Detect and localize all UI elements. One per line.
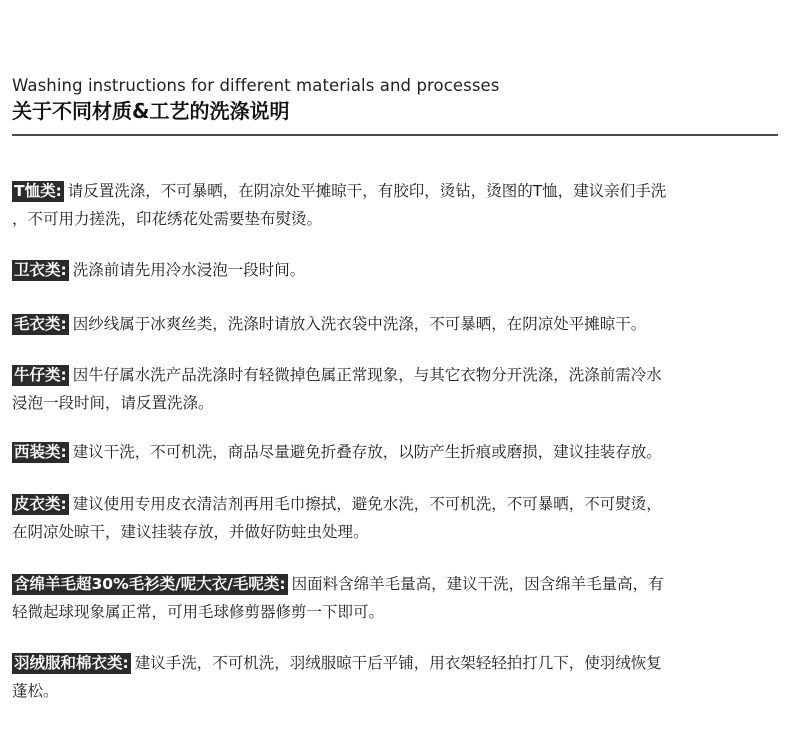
section-line-2: 在阴凉处晾干，建议挂装存放，并做好防蛀虫处理。 <box>12 523 369 541</box>
section-denim <box>12 361 782 417</box>
section-text: 建议手洗，不可机洗，羽绒服晾干后平铺，用衣架轻轻拍打几下，使羽绒恢复 <box>134 654 662 672</box>
title-zh: 关于不同材质&工艺的洗涤说明 <box>12 99 290 123</box>
header-divider <box>12 134 778 136</box>
section-text: 因面料含绵羊毛量高，建议干洗，因含绵羊毛量高，有 <box>291 575 664 593</box>
section-text: 建议干洗，不可机洗，商品尽量避免折叠存放，以防产生折痕或磨损，建议挂装存放。 <box>72 443 662 461</box>
section-wool <box>12 570 782 626</box>
title-en: Washing instructions for different materials and processes <box>12 76 500 95</box>
section-text: 因纱线属于冰爽丝类，洗涤时请放入洗衣袋中洗涤，不可暴晒，在阴凉处平摊晾干。 <box>72 315 647 333</box>
section-line-1 <box>12 490 782 518</box>
section-line-2: ，不可用力搓洗，印花绣花处需要垫布熨烫。 <box>12 210 323 228</box>
section-line-1 <box>12 361 782 389</box>
category-tag: 羽绒服和棉衣类: <box>14 654 129 672</box>
section-down <box>12 649 782 705</box>
section-text: 因牛仔属水洗产品洗涤时有轻微掉色属正常现象，与其它衣物分开洗涤，洗涤前需冷水 <box>72 366 662 384</box>
section-line-1 <box>12 310 782 338</box>
section-sweater <box>12 310 782 338</box>
section-line-1 <box>12 649 782 677</box>
category-tag: 牛仔类: <box>14 366 67 384</box>
section-line-1 <box>12 177 782 205</box>
category-tag: 含绵羊毛超30%毛衫类/呢大衣/毛呢类: <box>14 575 286 593</box>
category-tag: 西装类: <box>14 443 67 461</box>
category-tag: T恤类: <box>14 182 62 200</box>
category-tag: 皮衣类: <box>14 495 67 513</box>
section-leather <box>12 490 782 546</box>
section-sweatshirt <box>12 256 782 284</box>
section-line-2: 蓬松。 <box>12 682 59 700</box>
section-line-1 <box>12 570 782 598</box>
section-line-1 <box>12 256 782 284</box>
section-text: 建议使用专用皮衣清洁剂再用毛巾擦拭，避免水洗，不可机洗，不可暴晒，不可熨烫， <box>72 495 662 513</box>
section-text: 请反置洗涤，不可暴晒，在阴凉处平摊晾干，有胶印，烫钻，烫图的T恤，建议亲们手洗 <box>67 182 667 200</box>
section-text: 洗涤前请先用冷水浸泡一段时间。 <box>72 261 306 279</box>
section-tshirt <box>12 177 782 233</box>
category-tag: 毛衣类: <box>14 315 67 333</box>
header <box>12 76 778 125</box>
section-suit <box>12 438 782 466</box>
category-tag: 卫衣类: <box>14 261 67 279</box>
section-line-1 <box>12 438 782 466</box>
section-line-2: 轻微起球现象属正常，可用毛球修剪器修剪一下即可。 <box>12 603 385 621</box>
section-line-2: 浸泡一段时间，请反置洗涤。 <box>12 394 214 412</box>
